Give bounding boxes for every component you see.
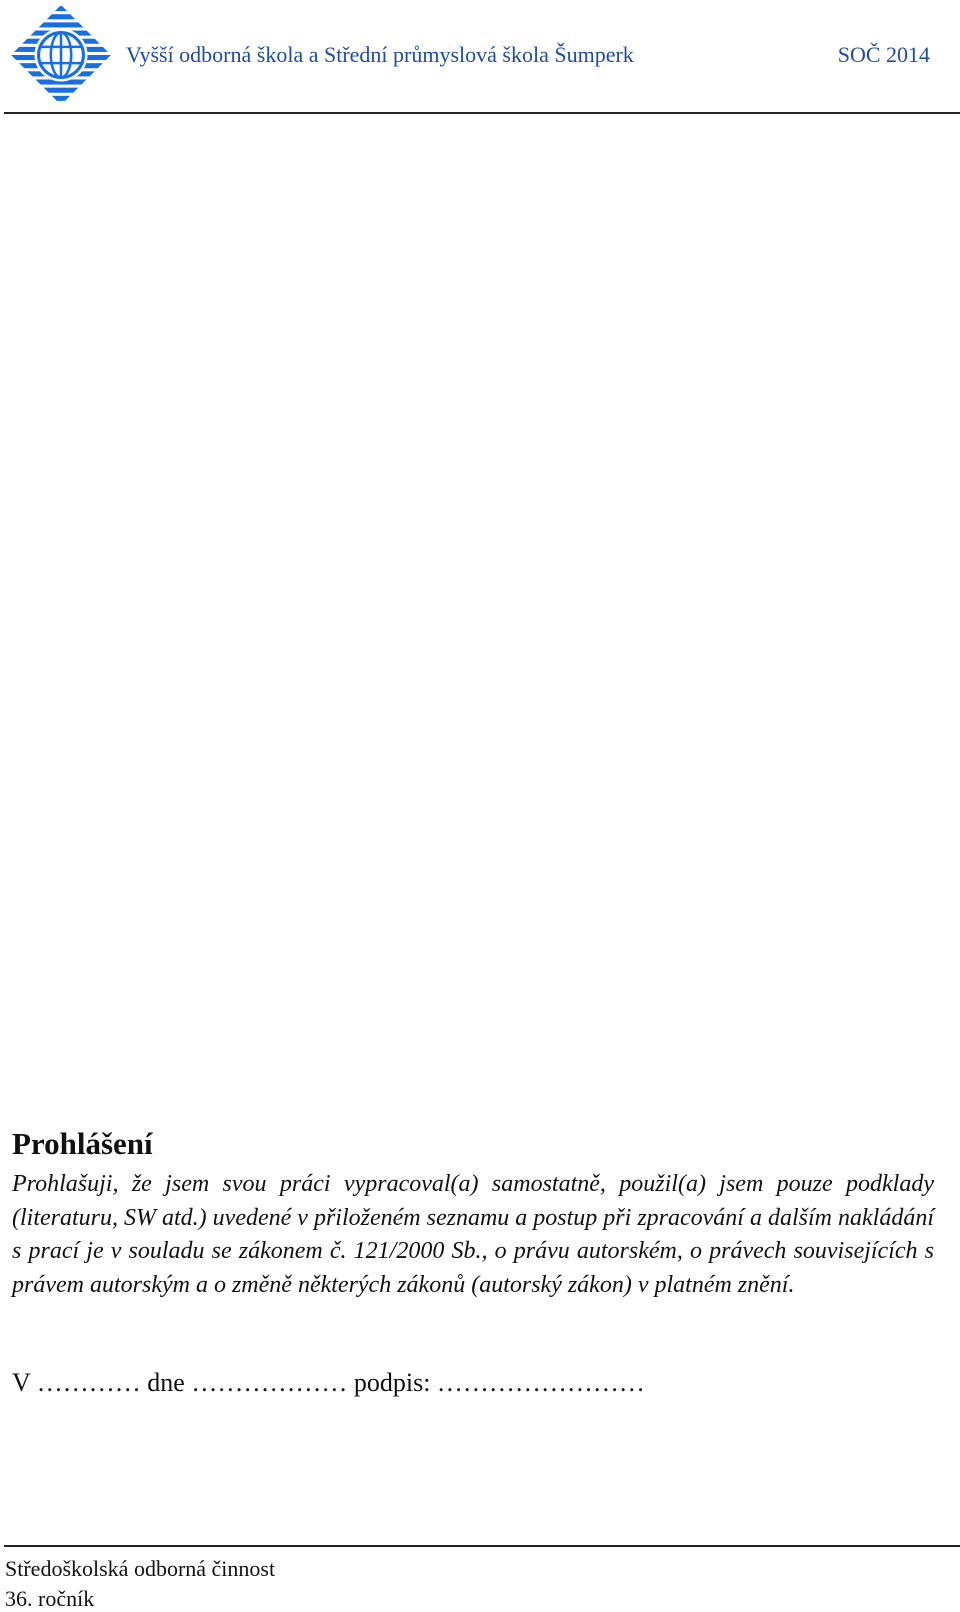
footer-edition: 36. ročník bbox=[5, 1586, 95, 1611]
declaration-text: Prohlašuji, že jsem svou práci vypracoval(a) samostatně, použil(a) jsem pouze podklady (literaturu, SW atd.) uvedené v přiloženém seznamu a postup při zpracování a dalším nakládání s prací je v souladu se zákonem č. 121/2000 Sb., o právu autorském, o právech souvisejících s právem autorským a o změně některých zákonů (autorský zákon) v platném znění. bbox=[12, 1171, 934, 1298]
declaration-section bbox=[12, 1124, 934, 1302]
school-name: Vyšší odborná škola a Střední průmyslová škola Šumperk bbox=[126, 42, 634, 67]
declaration-title: Prohlášení bbox=[12, 1126, 153, 1161]
footer-divider bbox=[4, 1545, 960, 1547]
competition-year: SOČ 2014 bbox=[837, 42, 930, 67]
school-logo-icon bbox=[10, 4, 112, 106]
footer-competition-name: Středoškolská odborná činnost bbox=[5, 1556, 276, 1581]
header-divider bbox=[4, 112, 960, 114]
signature-line: V ………… dne ……………… podpis: …………………… bbox=[12, 1368, 645, 1397]
page-header bbox=[0, 0, 960, 114]
